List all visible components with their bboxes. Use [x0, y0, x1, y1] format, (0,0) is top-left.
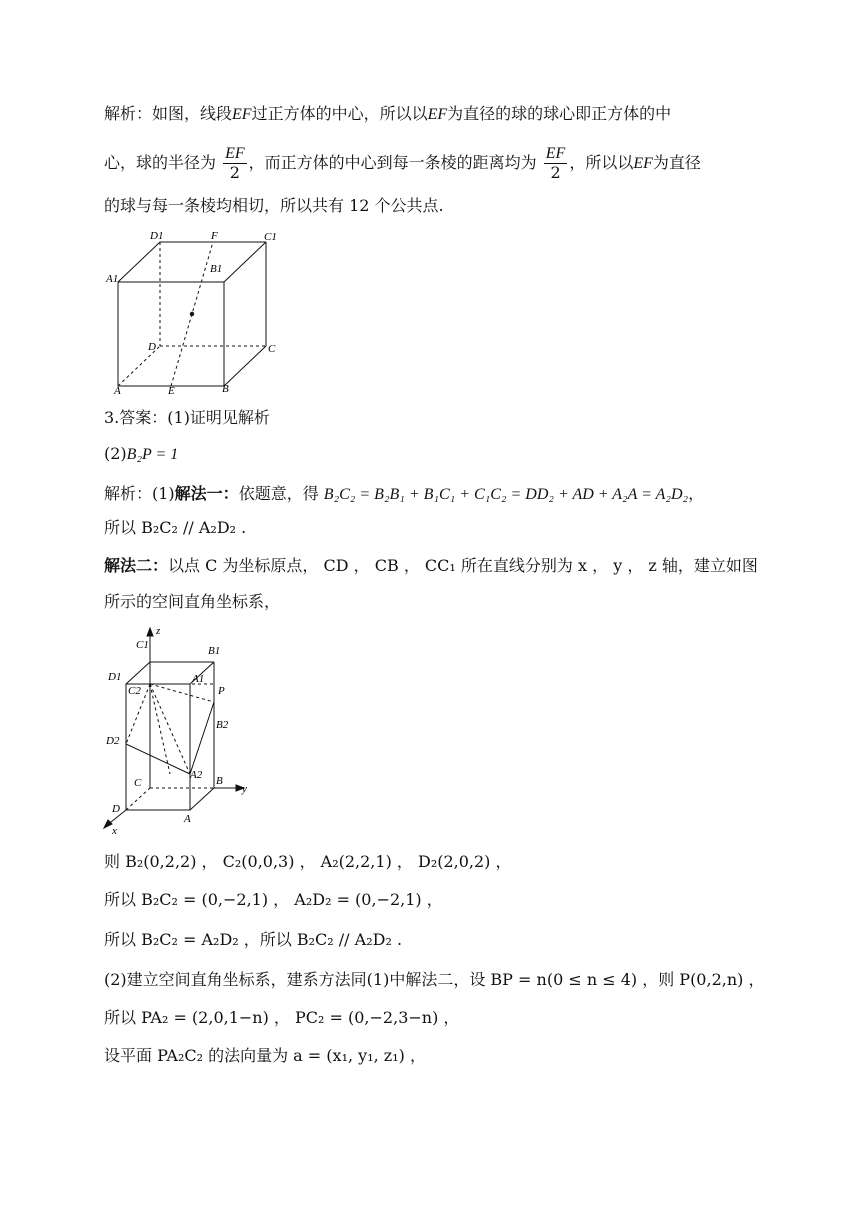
- solution-1: [104, 484, 704, 505]
- label-b1: B1: [208, 645, 221, 657]
- text-seg: 为直径: [652, 153, 701, 172]
- label-p: P: [218, 685, 225, 697]
- cube-edge: [224, 346, 266, 386]
- text-seg: ，: [688, 484, 705, 503]
- solution-1-conclusion: 所以 B₂C₂ // A₂D₂ .: [104, 518, 247, 537]
- label-d: D: [148, 341, 156, 353]
- math-ef: EF: [232, 106, 252, 123]
- label-z: z: [156, 625, 161, 637]
- label-f: F: [211, 230, 218, 242]
- text-seg: 心，球的半径为: [104, 153, 217, 172]
- label-b1: B1: [210, 263, 223, 275]
- label-b: B: [222, 383, 229, 394]
- label-a: A: [114, 385, 121, 394]
- text-seg: 以点 C 为坐标原点， CD ， CB ， CC₁ 所在直线分别为 x ， y ， z 轴，建立如图: [168, 556, 758, 575]
- para-line-3: 的球与每一条棱均相切，所以共有 12 个公共点.: [104, 196, 444, 215]
- label-c1: C1: [136, 639, 149, 651]
- part2-line2: 所以 PA₂ = (2,0,1−n) ， PC₂ = (0,−2,3−n) ，: [104, 1008, 460, 1027]
- math-ef: EF: [633, 155, 653, 172]
- solution-2-line2: 所示的空间直角坐标系，: [104, 592, 281, 611]
- para-line-2: [104, 140, 701, 187]
- coordinate-box-figure: [100, 622, 260, 836]
- label-a1: A1: [106, 273, 119, 285]
- math-expr: B₂P = 1: [126, 446, 179, 463]
- label-d1: D1: [108, 671, 122, 683]
- coords-line: 则 B₂(0,2,2) ， C₂(0,0,3) ， A₂(2,2,1) ， D₂(2,0,2) ，: [104, 852, 512, 871]
- label-x: x: [112, 825, 117, 836]
- cube-front-face: [118, 282, 224, 386]
- answer-3: 3.答案：(1)证明见解析: [104, 408, 270, 427]
- text-seg: 解析：如图，线段: [104, 104, 233, 123]
- text-seg: 为直径的球的球心即正方体的中: [447, 104, 672, 123]
- label-c: C: [268, 343, 276, 355]
- section-edge: [190, 702, 214, 774]
- text-seg: 过正方体的中心，所以以: [251, 104, 428, 123]
- label-d2: D2: [106, 735, 120, 747]
- fraction-ef-over-2: [223, 145, 247, 182]
- label-a: A: [184, 813, 191, 825]
- label-e: E: [168, 385, 175, 394]
- parallel-conclusion: 所以 B₂C₂ = A₂D₂ ，所以 B₂C₂ // A₂D₂ .: [104, 930, 403, 949]
- label-b2: B2: [216, 719, 229, 731]
- text-seg: (2): [104, 444, 127, 463]
- part2-line1: (2)建立空间直角坐标系，建系方法同(1)中解法二，设 BP = n(0 ≤ n ≤ 4) ，则 P(0,2,n) ，: [104, 970, 765, 989]
- cube-edge: [118, 242, 160, 282]
- label-c2: C2: [128, 685, 141, 697]
- section-edge: [126, 744, 190, 774]
- box-edge: [126, 662, 150, 684]
- box-edge: [190, 788, 214, 810]
- frac-num: EF: [545, 145, 566, 162]
- frac-den: 2: [550, 163, 561, 182]
- hidden-edge: [150, 684, 190, 774]
- hidden-edge: [150, 684, 170, 774]
- label-b: B: [216, 775, 223, 787]
- label-d: D: [112, 803, 120, 815]
- method-heading: 解法二：: [104, 556, 169, 575]
- cube-center-point: [190, 312, 194, 316]
- label-y: y: [242, 783, 247, 795]
- method-heading: 解法一：: [174, 484, 239, 503]
- hidden-edge: [150, 684, 214, 702]
- frac-num: EF: [225, 145, 245, 162]
- text-seg: 解析：(1): [104, 484, 175, 503]
- cube-figure: [104, 226, 284, 394]
- vector-equation: B₂C₂ = B₂B₁ + B₁C₁ + C₁C₂ = DD₂ + AD + A₂A = A₂D₂: [323, 486, 689, 503]
- label-c1: C1: [264, 231, 277, 243]
- label-a2: A2: [190, 769, 203, 781]
- label-a1: A1: [192, 673, 205, 685]
- frac-den: 2: [229, 163, 240, 182]
- cube-edge: [224, 242, 266, 282]
- solution-2: [104, 556, 758, 576]
- text-seg: ，所以以: [569, 153, 634, 172]
- label-d1: D1: [150, 230, 164, 242]
- hidden-edge: [126, 788, 150, 810]
- text-seg: 依题意，得: [238, 484, 319, 503]
- z-arrow: [147, 628, 153, 636]
- answer-3-part2: [104, 444, 178, 465]
- x-arrow: [104, 820, 112, 828]
- fraction-ef-over-2-b: [544, 145, 568, 182]
- text-seg: ，而正方体的中心到每一条棱的距离均为: [248, 153, 537, 172]
- para-line-1: [104, 104, 671, 125]
- math-ef: EF: [427, 106, 448, 123]
- vectors-line: 所以 B₂C₂ = (0,−2,1) ， A₂D₂ = (0,−2,1) ，: [104, 890, 443, 909]
- label-c: C: [134, 777, 142, 789]
- part2-line3: 设平面 PA₂C₂ 的法向量为 a = (x₁, y₁, z₁) ，: [104, 1046, 426, 1065]
